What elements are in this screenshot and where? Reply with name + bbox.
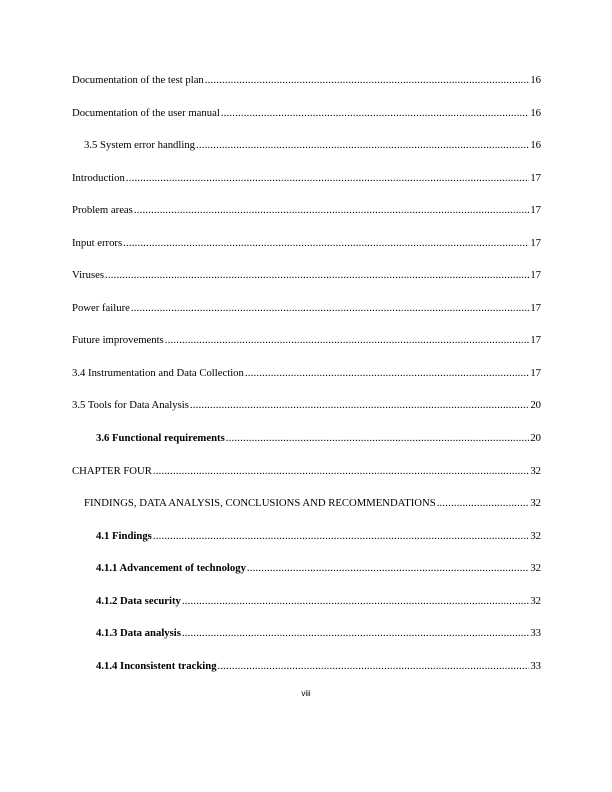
dot-leader xyxy=(247,558,529,578)
toc-entry-page: 33 xyxy=(530,659,541,672)
toc-entry-findings-data-analysis-conclusions[interactable] xyxy=(72,493,541,526)
dot-leader xyxy=(437,493,530,513)
toc-entry-page: 16 xyxy=(530,106,541,119)
dot-leader xyxy=(126,168,529,188)
dot-leader xyxy=(196,135,529,155)
dot-leader xyxy=(245,363,529,383)
toc-entry-title: 4.1.2 Data security xyxy=(96,591,181,611)
toc-entry-page: 17 xyxy=(530,171,541,184)
toc-entry-data-security[interactable] xyxy=(72,591,541,624)
toc-entry-page: 17 xyxy=(530,334,541,347)
toc-entry-page: 32 xyxy=(530,464,541,477)
toc-entry-page: 33 xyxy=(530,627,541,640)
toc-entry-page: 17 xyxy=(530,301,541,314)
table-of-contents xyxy=(72,70,541,688)
dot-leader xyxy=(182,591,529,611)
toc-entry-documentation-user-manual[interactable] xyxy=(72,103,541,136)
toc-entry-page: 32 xyxy=(530,562,541,575)
toc-entry-page: 17 xyxy=(530,269,541,282)
toc-entry-system-error-handling[interactable] xyxy=(72,135,541,168)
toc-entry-page: 20 xyxy=(530,432,541,445)
toc-entry-introduction[interactable] xyxy=(72,168,541,201)
toc-entry-page: 32 xyxy=(530,497,541,510)
toc-entry-page: 32 xyxy=(530,594,541,607)
toc-entry-page: 16 xyxy=(530,139,541,152)
toc-entry-title: Input errors xyxy=(72,233,122,253)
toc-entry-title: Future improvements xyxy=(72,330,164,350)
toc-entry-title: 3.6 Functional requirements xyxy=(96,428,225,448)
toc-entry-viruses[interactable] xyxy=(72,265,541,298)
toc-entry-page: 32 xyxy=(530,529,541,542)
toc-entry-chapter-four[interactable] xyxy=(72,461,541,494)
toc-entry-future-improvements[interactable] xyxy=(72,330,541,363)
page-number: viii xyxy=(301,689,311,698)
toc-entry-power-failure[interactable] xyxy=(72,298,541,331)
toc-entry-documentation-test-plan[interactable] xyxy=(72,70,541,103)
toc-entry-page: 17 xyxy=(530,204,541,217)
dot-leader xyxy=(134,200,529,220)
dot-leader xyxy=(153,526,529,546)
toc-entry-tools-data-analysis[interactable] xyxy=(72,395,541,428)
toc-entry-data-analysis[interactable] xyxy=(72,623,541,656)
toc-entry-functional-requirements[interactable] xyxy=(72,428,541,461)
dot-leader xyxy=(205,70,530,90)
toc-entry-page: 16 xyxy=(530,74,541,86)
dot-leader xyxy=(105,265,529,285)
toc-entry-instrumentation-data-collection[interactable] xyxy=(72,363,541,396)
toc-entry-advancement-of-technology[interactable] xyxy=(72,558,541,591)
toc-entry-title: FINDINGS, DATA ANALYSIS, CONCLUSIONS AND RECOMMENDATIONS xyxy=(84,493,436,513)
toc-entry-page: 20 xyxy=(530,399,541,412)
dot-leader xyxy=(182,623,529,643)
toc-entry-title: 4.1.3 Data analysis xyxy=(96,623,181,643)
dot-leader xyxy=(131,298,529,318)
toc-entry-page: 17 xyxy=(530,366,541,379)
dot-leader xyxy=(190,395,529,415)
toc-entry-title: Problem areas xyxy=(72,200,133,220)
toc-entry-title: CHAPTER FOUR xyxy=(72,461,152,481)
toc-entry-title: 4.1.4 Inconsistent tracking xyxy=(96,656,217,676)
toc-entry-title: 4.1 Findings xyxy=(96,526,152,546)
toc-entry-title: 3.5 System error handling xyxy=(84,135,195,155)
toc-entry-title: Viruses xyxy=(72,265,104,285)
toc-entry-title: Documentation of the test plan xyxy=(72,70,204,90)
dot-leader xyxy=(218,656,530,676)
toc-entry-input-errors[interactable] xyxy=(72,233,541,266)
dot-leader xyxy=(165,330,530,350)
dot-leader xyxy=(153,461,529,481)
dot-leader xyxy=(226,428,530,448)
toc-entry-title: Power failure xyxy=(72,298,130,318)
toc-entry-title: 4.1.1 Advancement of technology xyxy=(96,558,246,578)
toc-entry-title: Introduction xyxy=(72,168,125,188)
dot-leader xyxy=(221,103,530,123)
toc-entry-title: Documentation of the user manual xyxy=(72,103,220,123)
toc-entry-problem-areas[interactable] xyxy=(72,200,541,233)
toc-entry-title: 3.4 Instrumentation and Data Collection xyxy=(72,363,244,383)
dot-leader xyxy=(123,233,529,253)
toc-entry-page: 17 xyxy=(530,236,541,249)
toc-entry-title: 3.5 Tools for Data Analysis xyxy=(72,395,189,415)
toc-entry-inconsistent-tracking[interactable] xyxy=(72,656,541,689)
toc-entry-findings[interactable] xyxy=(72,526,541,559)
